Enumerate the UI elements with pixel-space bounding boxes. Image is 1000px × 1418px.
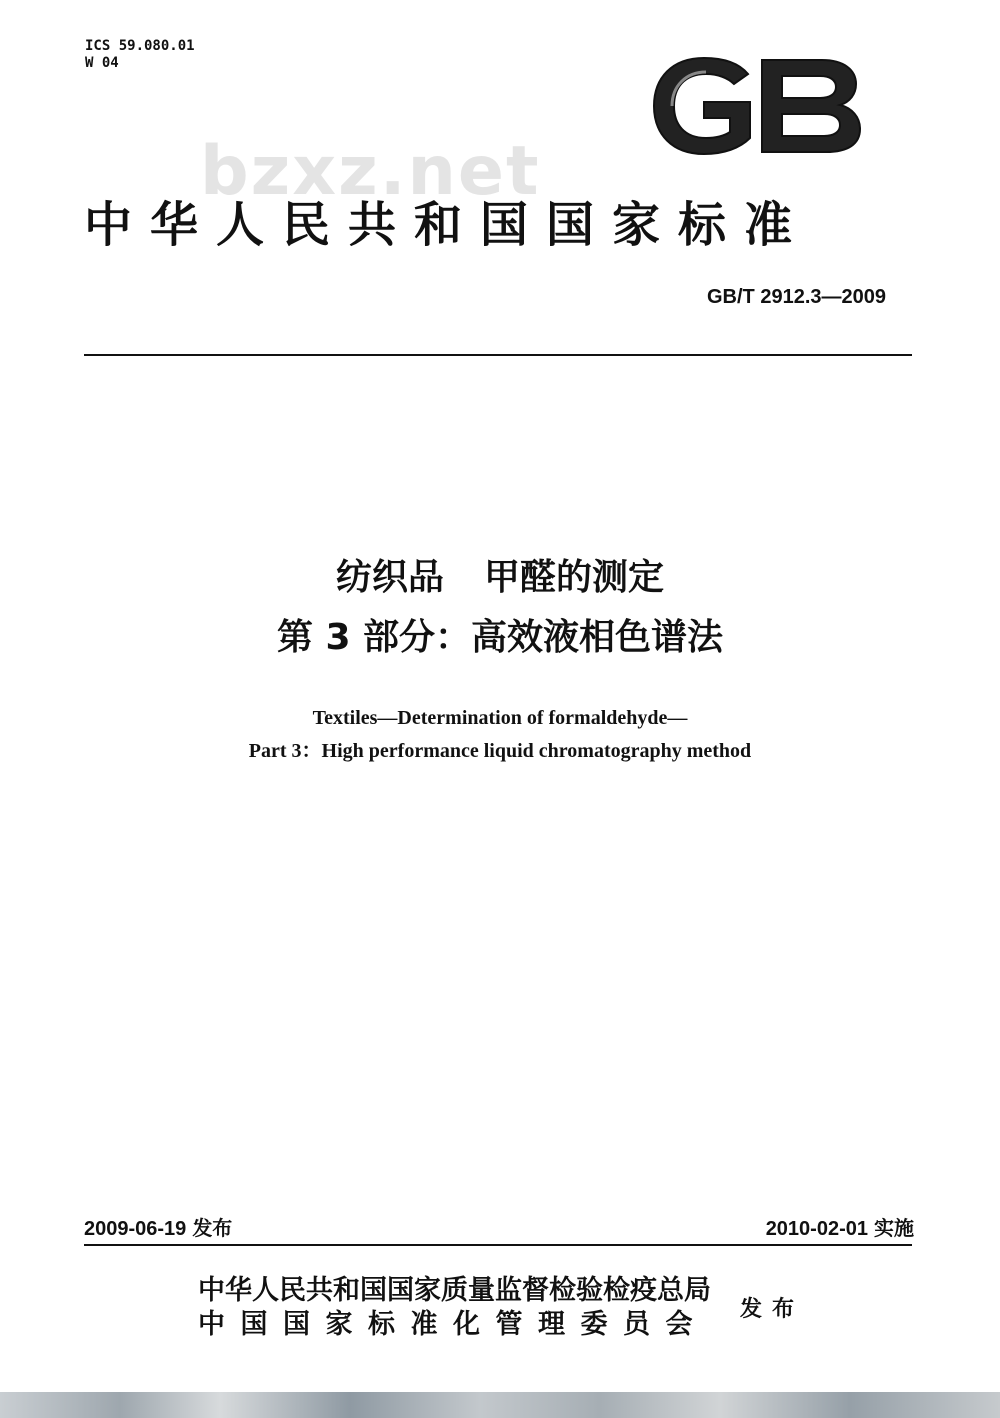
- publish-label: 发布: [740, 1296, 805, 1322]
- ics-code: ICS 59.080.01: [85, 38, 195, 54]
- chinese-title-line1-part-b: 甲醛的测定: [484, 557, 665, 598]
- issue-date-value: 2009-06-19: [84, 1218, 187, 1240]
- national-standard-title: 中华人民共和国国家标准: [84, 197, 811, 253]
- english-title: [0, 702, 1000, 768]
- chinese-title-line2: 第 3 部分：高效液相色谱法: [276, 617, 724, 658]
- issuer-sac: 中国国家标准化管理委员会: [198, 1309, 708, 1340]
- bottom-divider: [84, 1244, 912, 1246]
- chinese-title-line1-part-a: 纺织品: [335, 557, 444, 598]
- implementation-date-value: 2010-02-01: [765, 1218, 868, 1240]
- issuer-aqsiq: 中华人民共和国国家质量监督检验检疫总局: [198, 1275, 711, 1306]
- gb-logo: [652, 56, 862, 156]
- scan-edge-strip: [0, 1392, 1000, 1418]
- ccs-code: W 04: [85, 55, 119, 71]
- chinese-title-line1: [0, 548, 1000, 608]
- issuing-authorities: [198, 1274, 711, 1342]
- implementation-date: [766, 1212, 914, 1241]
- issue-date: [84, 1212, 232, 1241]
- classification-codes: [85, 38, 195, 72]
- chinese-title: [0, 548, 1000, 668]
- watermark: bzxz.net: [200, 132, 541, 211]
- top-divider: [84, 354, 912, 356]
- standard-code: GB/T 2912.3—2009: [707, 286, 886, 308]
- implementation-date-label: 实施: [874, 1216, 914, 1240]
- english-title-line1: Textiles—Determination of formaldehyde—: [312, 707, 688, 729]
- english-title-line2: Part 3：High performance liquid chromatography method: [248, 740, 752, 762]
- issue-date-label: 发布: [192, 1216, 233, 1240]
